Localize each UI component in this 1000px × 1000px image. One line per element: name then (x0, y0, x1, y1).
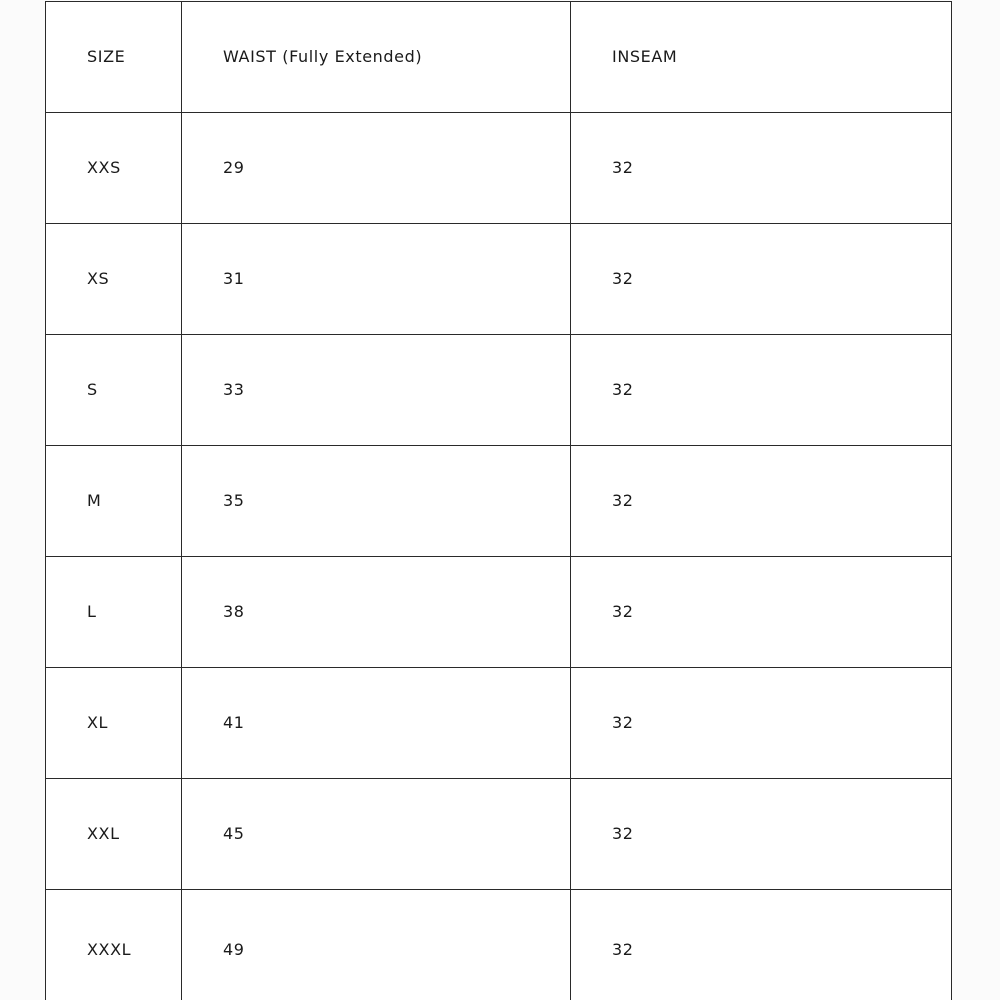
table-row (46, 557, 952, 668)
waist-value: 31 (223, 269, 245, 288)
header-inseam-label: INSEAM (612, 47, 678, 66)
inseam-value: 32 (612, 491, 634, 510)
inseam-value: 32 (612, 713, 634, 732)
inseam-cell (571, 668, 952, 779)
size-value: S (87, 380, 98, 399)
size-cell (46, 668, 182, 779)
inseam-value: 32 (612, 824, 634, 843)
inseam-cell (571, 446, 952, 557)
table-row (46, 113, 952, 224)
table-header-row (46, 2, 952, 113)
waist-value: 35 (223, 491, 245, 510)
waist-cell (182, 446, 571, 557)
inseam-cell (571, 113, 952, 224)
inseam-value: 32 (612, 269, 634, 288)
size-cell (46, 335, 182, 446)
size-value: XXXL (87, 939, 132, 959)
header-cell-size (46, 2, 182, 113)
waist-cell (182, 557, 571, 668)
size-cell (46, 779, 182, 890)
waist-cell (182, 668, 571, 779)
waist-cell (182, 224, 571, 335)
header-size-label: SIZE (87, 47, 126, 66)
size-value: L (87, 602, 97, 621)
size-cell (46, 890, 182, 1000)
table-row (46, 335, 952, 446)
header-waist-label: WAIST (Fully Extended) (223, 47, 423, 66)
size-value: XXL (87, 824, 120, 843)
size-chart-table (45, 1, 952, 1000)
inseam-cell (571, 890, 952, 1000)
inseam-cell (571, 224, 952, 335)
table-row (46, 779, 952, 890)
waist-value: 41 (223, 713, 245, 732)
table-row (46, 224, 952, 335)
waist-value: 33 (223, 380, 245, 399)
table-row (46, 446, 952, 557)
header-cell-waist (182, 2, 571, 113)
waist-cell (182, 779, 571, 890)
waist-cell (182, 335, 571, 446)
waist-value: 45 (223, 824, 245, 843)
size-cell (46, 557, 182, 668)
inseam-cell (571, 779, 952, 890)
inseam-cell (571, 557, 952, 668)
inseam-cell (571, 335, 952, 446)
waist-value: 49 (223, 939, 245, 959)
inseam-value: 32 (612, 158, 634, 177)
size-cell (46, 224, 182, 335)
size-cell (46, 446, 182, 557)
waist-value: 38 (223, 602, 245, 621)
table-row (46, 890, 952, 1000)
waist-cell (182, 890, 571, 1000)
size-value: XXS (87, 158, 121, 177)
size-cell (46, 113, 182, 224)
header-cell-inseam (571, 2, 952, 113)
table-row (46, 668, 952, 779)
inseam-value: 32 (612, 602, 634, 621)
waist-cell (182, 113, 571, 224)
size-value: M (87, 491, 102, 510)
inseam-value: 32 (612, 380, 634, 399)
size-value: XL (87, 713, 109, 732)
waist-value: 29 (223, 158, 245, 177)
size-value: XS (87, 269, 110, 288)
inseam-value: 32 (612, 939, 634, 959)
